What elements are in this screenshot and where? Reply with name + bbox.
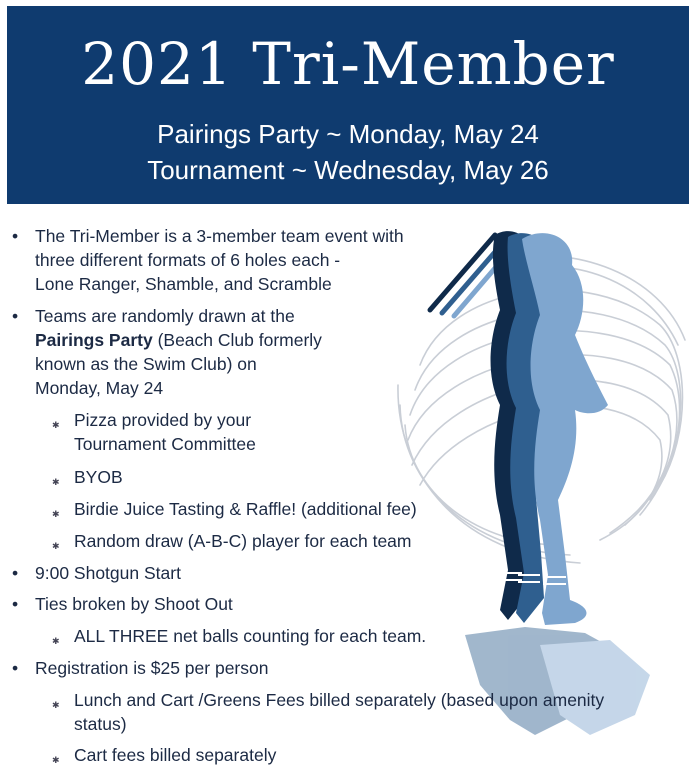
- star-bullet-icon: ✱: [52, 420, 60, 430]
- sub-item-line: Random draw (A-B-C) player for each team: [74, 531, 412, 551]
- bullet-dot-icon: •: [12, 306, 19, 326]
- list-item-line: The Tri-Member is a 3-member team event with: [35, 226, 404, 246]
- list-item-line: three different formats of 6 holes each -: [35, 250, 341, 270]
- sub-item-line: Tournament Committee: [74, 434, 256, 454]
- list-item-line: known as the Swim Club) on: [35, 354, 257, 374]
- sub-item-line: Birdie Juice Tasting & Raffle! (additional fee): [74, 499, 417, 519]
- list-item-line: Ties broken by Shoot Out: [35, 594, 233, 614]
- list-item-line: Monday, May 24: [35, 378, 164, 398]
- list-item-line: [35, 328, 322, 352]
- list-item-line: Registration is $25 per person: [35, 658, 269, 678]
- star-bullet-icon: ✱: [52, 755, 60, 765]
- star-bullet-icon: ✱: [52, 477, 60, 487]
- bullet-dot-icon: •: [12, 226, 19, 246]
- page-title: 2021 Tri-Member: [81, 30, 615, 98]
- star-bullet-icon: ✱: [52, 700, 60, 710]
- bullet-dot-icon: •: [12, 658, 19, 678]
- tournament-line: Tournament ~ Wednesday, May 26: [147, 155, 549, 185]
- bullet-dot-icon: •: [12, 563, 19, 583]
- golfer-reflection: [465, 627, 650, 735]
- sub-item-line: Pizza provided by your: [74, 410, 252, 430]
- star-bullet-icon: ✱: [52, 636, 60, 646]
- sub-item-line: ALL THREE net balls counting for each team.: [74, 626, 427, 646]
- sub-item-line: Cart fees billed separately: [74, 745, 277, 765]
- sub-item-line: BYOB: [74, 467, 123, 487]
- sub-item-line: Lunch and Cart /Greens Fees billed separately (based upon amenity: [74, 690, 605, 710]
- star-bullet-icon: ✱: [52, 509, 60, 519]
- list-item-line: Teams are randomly drawn at the: [35, 306, 295, 326]
- pairings-party-line: Pairings Party ~ Monday, May 24: [157, 119, 539, 149]
- list-item-line: 9:00 Shotgun Start: [35, 563, 181, 583]
- header-banner: [7, 6, 689, 204]
- bullet-dot-icon: •: [12, 594, 19, 614]
- sub-item-line: status): [74, 714, 127, 734]
- list-item-line-rest: (Beach Club formerly: [152, 330, 322, 350]
- star-bullet-icon: ✱: [52, 541, 60, 551]
- list-item-line: Lone Ranger, Shamble, and Scramble: [35, 274, 332, 294]
- pairings-party-emphasis: Pairings Party: [35, 330, 153, 350]
